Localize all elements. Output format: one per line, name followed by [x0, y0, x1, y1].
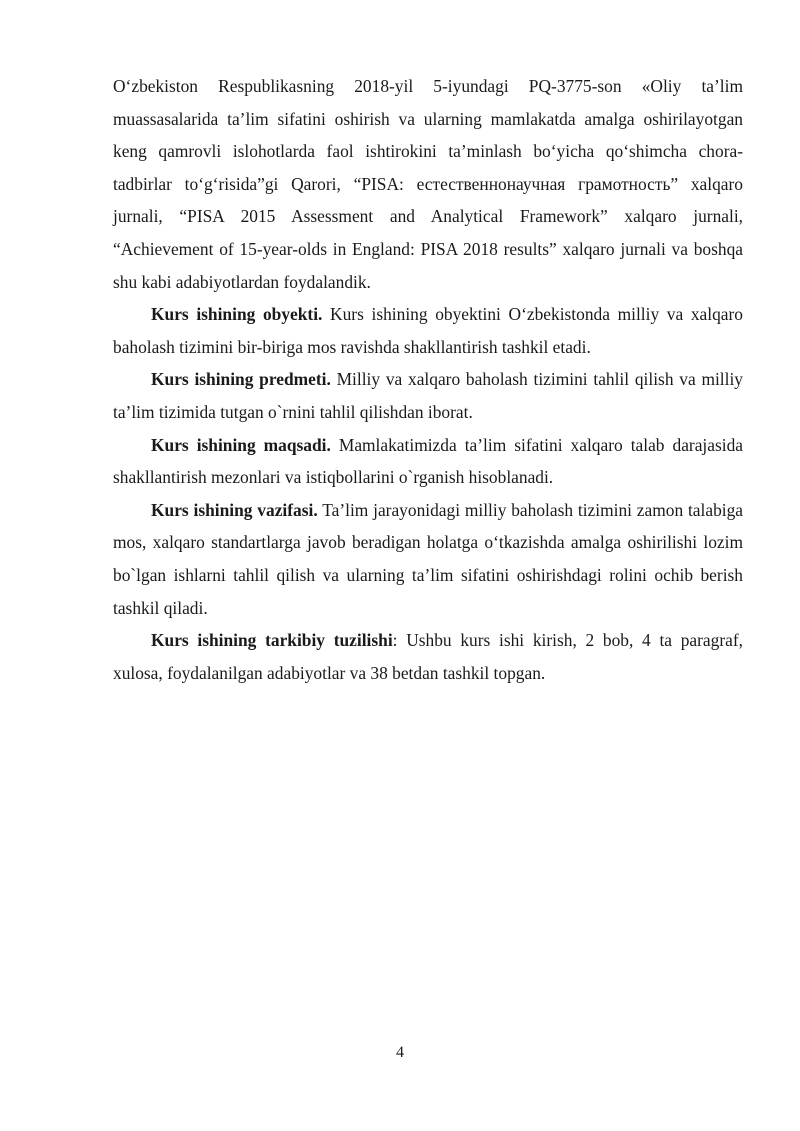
paragraph-structure: [113, 624, 743, 689]
document-body: [113, 70, 743, 689]
paragraph-heading: Kurs ishining tarkibiy tuzilishi: [151, 630, 393, 651]
paragraph-text: : Ushbu kurs ishi kirish, 2 bob, 4 ta paragraf, xulosa, foydalanilgan adabiyotlar va 38 betdan tashkil topgan.: [113, 630, 743, 683]
paragraph-heading: Kurs ishining maqsadi.: [151, 434, 331, 455]
paragraph-text: Milliy va xalqaro baholash tizimini tahlil qilish va milliy ta’lim tizimida tutgan o`rnini tahlil qilishdan iborat.: [113, 369, 743, 422]
paragraph-text: Mamlakatimizda ta’lim sifatini xalqaro talab darajasida shakllantirish mezonlari va istiqbollarini o`rganish hisoblanadi.: [113, 434, 743, 488]
paragraph-text: O‘zbekiston Respublikasning 2018-yil 5-iyundagi PQ-3775-son «Oliy ta’lim muassasalarida ta’lim sifatini oshirish va ularning mamlakatda amalga oshirilayotgan keng qamrovli islohotlarda faol ishtirokini ta’minlash bo‘yicha qo‘shimcha chora-tadbirlar to‘g‘risida”gi Qarori, “PISA: естественнонаучная грамотность” xalqaro jurnali, “PISA 2015 Assessment and Analytical Framework” xalqaro jurnali, “Achievement of 15-year-olds in England: PISA 2018 results” xalqaro jurnali va boshqa shu kabi adabiyotlardan foydalandik.: [113, 76, 743, 292]
paragraph-heading: Kurs ishining vazifasi.: [151, 499, 318, 520]
page-number: 4: [396, 1044, 404, 1061]
paragraph-heading: Kurs ishining obyekti.: [151, 304, 323, 325]
paragraph-text: Ta’lim jarayonidagi milliy baholash tizimini zamon talabiga mos, xalqaro standartlarga javob beradigan holatga o‘tkazishda amalga oshirilishi lozim bo`lgan ishlarni tahlil qilish va ularning ta’lim sifatini oshirishdagi rolini ochib berish tashkil qiladi.: [113, 499, 744, 618]
paragraph-heading: Kurs ishining predmeti.: [151, 369, 331, 390]
paragraph-task: [113, 494, 743, 624]
paragraph-object: [113, 298, 743, 363]
paragraph-sources: [113, 70, 743, 298]
paragraph-text: Kurs ishining obyektini O‘zbekistonda milliy va xalqaro baholash tizimini bir-biriga mos ravishda shakllantirish tashkil etadi.: [113, 304, 743, 357]
paragraph-subject: [113, 363, 743, 428]
paragraph-goal: [113, 429, 743, 494]
